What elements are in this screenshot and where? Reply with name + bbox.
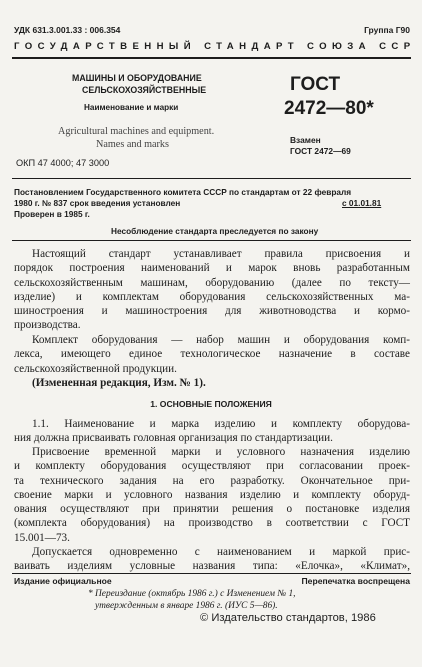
replaces-value: ГОСТ 2472—69 (290, 146, 351, 156)
text-line: ования осуществляют при принятии решения о постановке изделия (14, 503, 410, 516)
decree-line2: 1980 г. № 837 срок введения установлен (14, 198, 181, 208)
text-line: Комплект оборудования — набор машин и оборудования комп- (32, 334, 410, 346)
intro-paragraph-1 (14, 247, 410, 333)
text-line: и комплекту оборудования осуществляют при согласовании проек- (14, 460, 410, 473)
text-line: лекса, имеющего единое технологическое назначение в составе (14, 348, 410, 361)
title-ru-line2: СЕЛЬСКОХОЗЯЙСТВЕННЫЕ (82, 85, 207, 95)
udc-code: УДК 631.3.001.33 : 006.354 (14, 25, 121, 35)
title-rule (12, 178, 411, 179)
footer-rule (12, 573, 411, 574)
law-notice: Несоблюдение стандарта преследуется по закону (111, 226, 319, 236)
reissue-note-line2: утвержденным в январе 1986 г. (ИУС 5—86). (95, 601, 278, 611)
text-line: своение марки и условного названия изделию и комплекту оборуд- (14, 488, 410, 501)
decree-date: с 01.01.81 (342, 198, 382, 208)
intro-paragraph-2 (14, 333, 410, 376)
text-line: 15.001—73. (14, 531, 70, 544)
decree-rule (12, 240, 411, 241)
text-line: сельскохозяйственной продукции. (14, 362, 177, 375)
text-line: производства. (14, 319, 81, 332)
text-line: порядок построения наименований и марок вновь разработанным (14, 262, 410, 275)
text-line: Допускается одновременно с наименованием и маркой прис- (32, 546, 410, 558)
reissue-note-line1: * Переиздание (октябрь 1986 г.) с Изменением № 1, (88, 589, 296, 599)
text-line: (комплекта оборудования) на производство в соответствии с ГОСТ (14, 517, 410, 530)
gost-number: 2472—80* (284, 98, 374, 119)
text-line: Присвоение временной марки и условного назначения изделию (32, 446, 410, 458)
amendment-note: (Измененная редакция, Изм. № 1). (32, 377, 206, 389)
text-line: ваивать изделиям условные названия типа: «Елочка», «Климат», (14, 560, 410, 573)
title-en-line1: Agricultural machines and equipment. (58, 126, 215, 137)
section-heading: 1. ОСНОВНЫЕ ПОЛОЖЕНИЯ (150, 399, 272, 409)
standard-org: ГОСУДАРСТВЕННЫЙ СТАНДАРТ СОЮЗА ССР (14, 41, 416, 52)
replaces-label: Взамен (290, 135, 321, 145)
official-edition: Издание официальное (14, 576, 112, 586)
header-rule (12, 57, 411, 59)
title-en-line2: Names and marks (96, 139, 169, 150)
subtitle-ru: Наименование и марки (84, 103, 179, 112)
okp-code: ОКП 47 4000; 47 3000 (16, 158, 110, 168)
section-paragraph-1 (14, 417, 410, 446)
text-line: 1.1. Наименование и марка изделию и комплекту оборудова- (32, 418, 410, 430)
gost-label: ГОСТ (290, 74, 341, 95)
text-line: Настоящий стандарт устанавливает правила присвоения и (32, 248, 410, 260)
checked-year: Проверен в 1985 г. (14, 209, 90, 219)
text-line: та технического задания на его разработку. Окончательное при- (14, 474, 410, 487)
decree-line1: Постановлением Государственного комитета СССР по стандартам от 22 февраля (14, 187, 352, 197)
title-ru-line1: МАШИНЫ И ОБОРУДОВАНИЕ (72, 73, 202, 83)
section-paragraph-3 (14, 545, 410, 574)
group-code: Группа Г90 (364, 25, 410, 35)
text-line: сельскохозяйственным машинам, оборудованию (далее по тексту— (14, 276, 410, 289)
copyright: © Издательство стандартов, 1986 (200, 612, 376, 624)
text-line: изделие) и комплектам оборудования сельскохозяйственных ма- (14, 290, 410, 303)
text-line: ния должна присваивать головная организация по стандартизации. (14, 432, 333, 445)
reprint-prohibited: Перепечатка воспрещена (301, 576, 410, 586)
text-line: шиностроения и машиностроения для животноводства и кормо- (14, 305, 410, 318)
section-paragraph-2 (14, 445, 410, 545)
